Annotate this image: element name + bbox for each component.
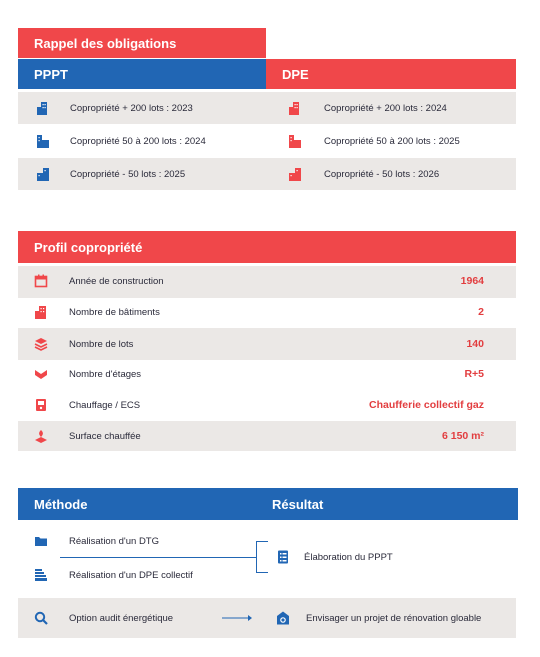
pppt-header bbox=[18, 59, 266, 89]
obligations-title bbox=[18, 28, 266, 58]
methode-header-text: Méthode bbox=[34, 496, 88, 512]
profil-title bbox=[18, 231, 516, 263]
dpe-row bbox=[288, 166, 439, 182]
profil-row bbox=[34, 397, 484, 413]
resultat-header-text: Résultat bbox=[272, 496, 324, 512]
resultat-item bbox=[276, 549, 393, 565]
dpe-header bbox=[266, 59, 516, 89]
boiler-icon bbox=[34, 398, 48, 412]
checklist-icon bbox=[276, 550, 290, 564]
pppt-row-label: Copropriété 50 à 200 lots : 2024 bbox=[70, 135, 206, 147]
option-label: Option audit énergétique bbox=[69, 612, 174, 624]
methode-item bbox=[34, 533, 159, 549]
building-red-icon bbox=[288, 134, 302, 148]
folder-icon bbox=[34, 534, 48, 548]
building-red-icon bbox=[288, 101, 302, 115]
option-result-label: Envisager un projet de rénovation gloable bbox=[306, 612, 482, 624]
profil-row bbox=[34, 428, 484, 444]
profil-row bbox=[34, 366, 484, 382]
building-blue-icon bbox=[36, 101, 50, 115]
profil-row bbox=[34, 336, 484, 352]
pppt-row-label: Copropriété - 50 lots : 2025 bbox=[70, 168, 186, 180]
option-result-row bbox=[276, 610, 481, 626]
profil-row bbox=[34, 273, 484, 289]
pppt-row bbox=[36, 100, 193, 116]
dpe-row bbox=[288, 100, 447, 116]
dpe-row-label: Copropriété 50 à 200 lots : 2025 bbox=[324, 135, 460, 147]
profil-row bbox=[34, 304, 484, 320]
profil-label: Chauffage / ECS bbox=[69, 399, 141, 411]
methode-item bbox=[34, 567, 193, 583]
dpe-row-label: Copropriété + 200 lots : 2024 bbox=[324, 102, 447, 114]
profil-value: 6 150 m² bbox=[441, 430, 484, 442]
arrow-right-icon bbox=[222, 614, 252, 622]
pppt-row bbox=[36, 166, 185, 182]
stack-icon bbox=[34, 568, 48, 582]
methode-item-label: Réalisation d'un DTG bbox=[69, 535, 159, 547]
profil-label: Nombre de lots bbox=[69, 338, 134, 350]
pppt-row bbox=[36, 133, 206, 149]
building-blue-icon bbox=[36, 167, 50, 181]
calendar-icon bbox=[34, 274, 48, 288]
dpe-header-text: DPE bbox=[282, 66, 309, 82]
profil-value: Chaufferie collectif gaz bbox=[369, 399, 484, 411]
building-red-icon bbox=[288, 167, 302, 181]
obligations-title-text: Rappel des obligations bbox=[34, 35, 177, 51]
pppt-header-text: PPPT bbox=[34, 66, 68, 82]
pppt-row-label: Copropriété + 200 lots : 2023 bbox=[70, 102, 193, 114]
chevron-down-icon bbox=[34, 367, 48, 381]
building-icon bbox=[34, 305, 48, 319]
profil-label: Nombre de bâtiments bbox=[69, 306, 160, 318]
profil-label: Année de construction bbox=[69, 275, 164, 287]
profil-value: 2 bbox=[478, 306, 484, 318]
profil-value: 140 bbox=[466, 338, 484, 350]
methode-header bbox=[18, 488, 518, 520]
resultat-item-label: Élaboration du PPPT bbox=[304, 551, 393, 563]
profil-label: Surface chauffée bbox=[69, 430, 141, 442]
connector-line bbox=[60, 557, 256, 558]
methode-item-label: Réalisation d'un DPE collectif bbox=[69, 569, 193, 581]
dpe-row-label: Copropriété - 50 lots : 2026 bbox=[324, 168, 440, 180]
profil-value: 1964 bbox=[460, 275, 484, 287]
search-icon bbox=[34, 611, 48, 625]
building-blue-icon bbox=[36, 134, 50, 148]
profil-value: R+5 bbox=[464, 368, 484, 380]
bracket bbox=[256, 541, 268, 573]
option-row bbox=[34, 610, 173, 626]
surface-icon bbox=[34, 429, 48, 443]
layers-icon bbox=[34, 337, 48, 351]
profil-title-text: Profil copropriété bbox=[34, 239, 143, 255]
house-icon bbox=[276, 611, 290, 625]
profil-label: Nombre d'étages bbox=[69, 368, 142, 380]
dpe-row bbox=[288, 133, 460, 149]
